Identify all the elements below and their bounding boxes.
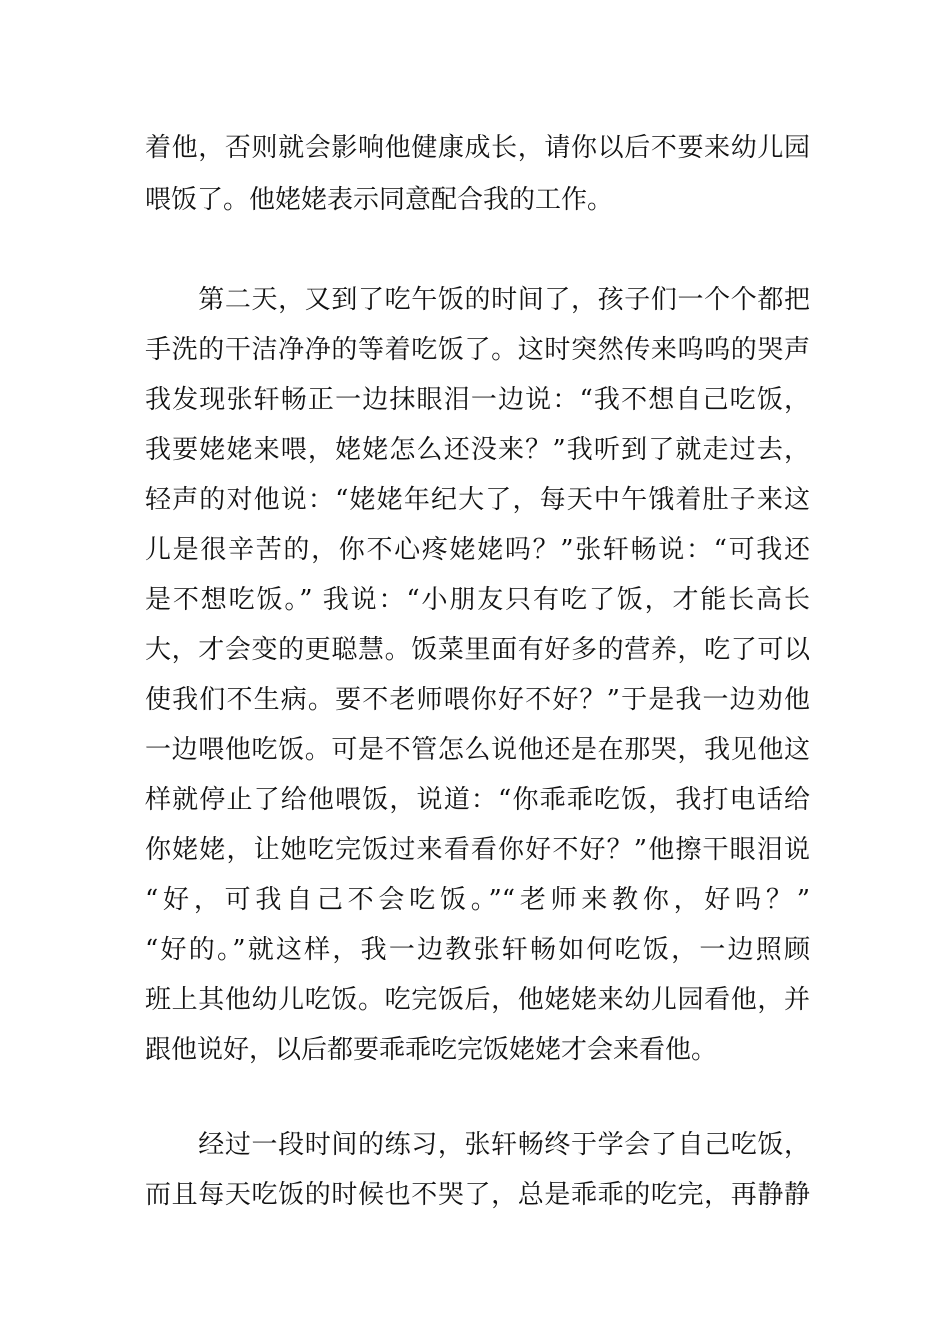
paragraph-3-line-1: 经过一段时间的练习，张轩畅终于学会了自己吃饭， (145, 1130, 810, 1160)
paragraph-2-line-16: 跟他说好，以后都要乖乖吃完饭姥姥才会来看他。 (145, 1035, 718, 1065)
paragraph-2-line-15: 班上其他幼儿吃饭。吃完饭后，他姥姥来幼儿园看他，并 (145, 985, 810, 1015)
paragraph-1-line-1: 着他，否则就会影响他健康成长，请你以后不要来幼儿园 (145, 133, 810, 163)
paragraph-2-line-10: 一边喂他吃饭。可是不管怎么说他还是在那哭，我见他这 (145, 735, 810, 765)
paragraph-2-line-3: 我发现张轩畅正一边抹眼泪一边说：“我不想自己吃饭， (145, 385, 810, 415)
paragraph-2-line-7: 是不想吃饭。” 我说：“小朋友只有吃了饭，才能长高长 (145, 585, 810, 615)
paragraph-2-line-12: 你姥姥，让她吃完饭过来看看你好不好？”他擦干眼泪说 (145, 835, 810, 865)
paragraph-2-line-14: “好的。”就这样，我一边教张轩畅如何吃饭，一边照顾 (145, 935, 810, 965)
paragraph-2-line-13: “好，可我自己不会吃饭。”“老师来教你，好吗？” (145, 885, 810, 915)
paragraph-3-line-2: 而且每天吃饭的时候也不哭了，总是乖乖的吃完，再静静 (145, 1180, 810, 1210)
paragraph-2-line-11: 样就停止了给他喂饭，说道：“你乖乖吃饭，我打电话给 (145, 785, 810, 815)
paragraph-2-line-9: 使我们不生病。要不老师喂你好不好？”于是我一边劝他 (145, 685, 810, 715)
paragraph-2-line-8: 大，才会变的更聪慧。饭菜里面有好多的营养，吃了可以 (145, 635, 810, 665)
paragraph-2-line-4: 我要姥姥来喂，姥姥怎么还没来？”我听到了就走过去， (145, 435, 810, 465)
paragraph-2-line-2: 手洗的干洁净净的等着吃饭了。这时突然传来呜呜的哭声 (145, 335, 810, 365)
paragraph-1-line-2: 喂饭了。他姥姥表示同意配合我的工作。 (145, 185, 614, 215)
paragraph-2-line-5: 轻声的对他说：“姥姥年纪大了，每天中午饿着肚子来这 (145, 485, 810, 515)
paragraph-2-line-6: 儿是很辛苦的，你不心疼姥姥吗？”张轩畅说：“可我还 (145, 535, 810, 565)
paragraph-2-line-1: 第二天，又到了吃午饭的时间了，孩子们一个个都把 (145, 285, 810, 315)
